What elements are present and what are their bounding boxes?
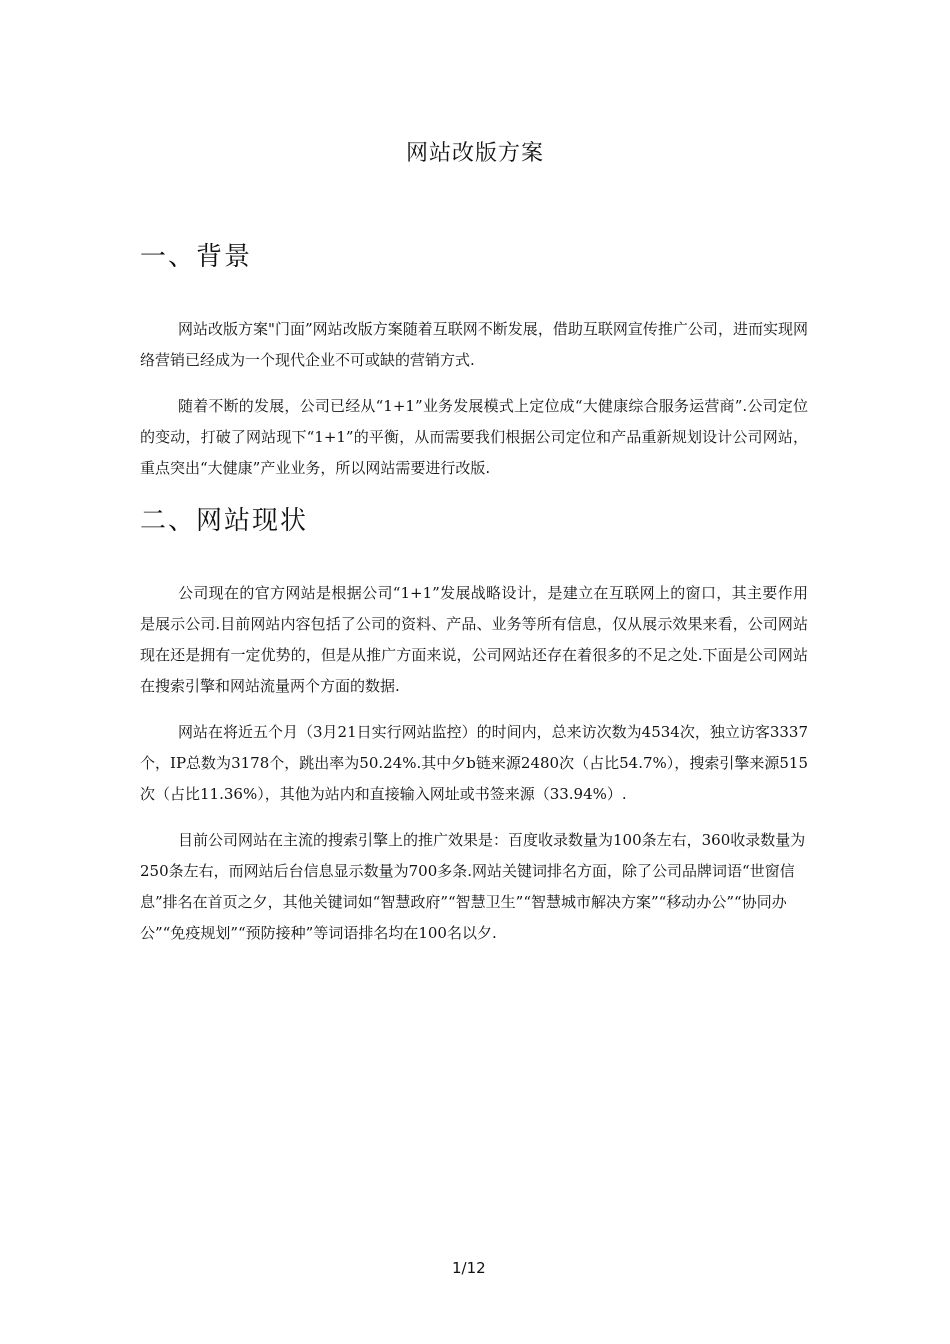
page-number: 1/12 — [452, 1259, 486, 1277]
paragraph: 随着不断的发展，公司已经从“1+1”业务发展模式上定位成“大健康综合服务运营商”.公司定位的变动，打破了网站现下“1+1”的平衡，从而需要我们根据公司定位和产品重新规划设计公司网站，重点突出“大健康”产业业务，所以网站需要进行改版. — [140, 397, 808, 477]
paragraph: 目前公司网站在主流的搜索引擎上的推广效果是：百度收录数量为100条左右，360收录数量为250条左右，而网站后台信息显示数量为700多条.网站关键词排名方面，除了公司品牌词语“世窗信息”排名在首页之夕，其他关键词如“智慧政府”“智慧卫生”“智慧城市解决方案”“移动办公”“协同办公”“免疫规划”“预防接种”等词语排名均在100名以夕. — [140, 831, 806, 942]
paragraph: 网站在将近五个月（3月21日实行网站监控）的时间内，总来访次数为4534次，独立访客3337个，IP总数为3178个，跳出率为50.24%.其中夕b链来源2480次（占比54.7%），搜索引擎来源515次（占比11.36%），其他为站内和直接输入网址或书签来源（33.94%）. — [140, 723, 808, 803]
section-body-background — [140, 314, 808, 499]
paragraph: 公司现在的官方网站是根据公司“1+1”发展战略设计，是建立在互联网上的窗口，其主要作用是展示公司.目前网站内容包括了公司的资料、产品、业务等所有信息，仅从展示效果来看，公司网站现在还是拥有一定优势的，但是从推广方面来说，公司网站还存在着很多的不足之处.下面是公司网站在搜索引擎和网站流量两个方面的数据. — [140, 584, 808, 695]
section-heading-website-status: 二、网站现状 — [140, 506, 309, 536]
paragraph: 网站改版方案"门面”网站改版方案随着互联网不断发展，借助互联网宣传推广公司，进而实现网络营销已经成为一个现代企业不可或缺的营销方式. — [140, 320, 808, 369]
section-heading-background: 一、背景 — [140, 242, 253, 272]
document-title: 网站改版方案 — [405, 141, 544, 166]
section-body-website-status — [140, 578, 808, 964]
